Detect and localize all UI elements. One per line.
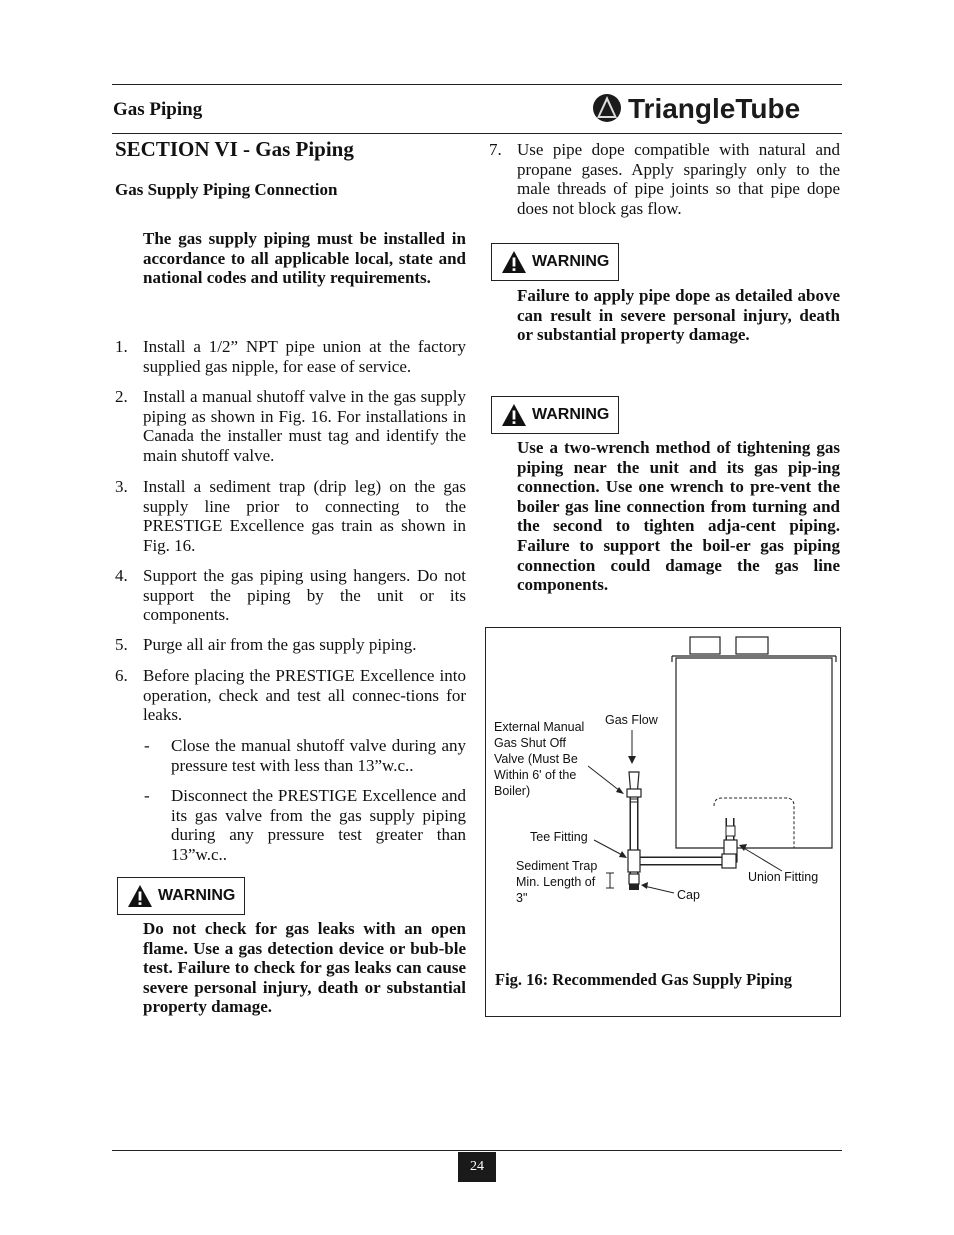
- warning-badge: [491, 396, 619, 434]
- warning-label: WARNING: [532, 406, 610, 423]
- union-pointer: [742, 847, 782, 871]
- warning-icon: [127, 884, 153, 908]
- warning-label: WARNING: [158, 887, 236, 904]
- cap-pointer: [644, 886, 674, 893]
- step-text: Purge all air from the gas supply piping.: [143, 635, 417, 654]
- warning-label: WARNING: [532, 253, 610, 270]
- label-cap: Cap: [677, 888, 700, 902]
- warning-text: Failure to apply pipe dope as detailed above can result in severe personal injury, death or substantial property damage.: [517, 286, 840, 345]
- warning-text: Do not check for gas leaks with an open flame. Use a gas detection device or bub-ble test. Failure to check for gas leaks can cause severe personal injury, death or substantial property damage.: [143, 919, 466, 1017]
- warning-icon: [501, 250, 527, 274]
- step-text: Before placing the PRESTIGE Excellence into operation, check and test all connec-tions for leaks.: [143, 666, 466, 725]
- warning-badge: [491, 243, 619, 281]
- step-text: Install a 1/2” NPT pipe union at the factory supplied gas nipple, for ease of service.: [143, 337, 466, 376]
- header-bottom-rule: [112, 133, 842, 134]
- step-text: Support the gas piping using hangers. Do not support the piping by the unit or its components.: [143, 566, 466, 625]
- triangle-tube-logo: [590, 88, 840, 128]
- subsection-title: Gas Supply Piping Connection: [115, 180, 338, 199]
- intro-notice: The gas supply piping must be installed in accordance to all applicable local, state and national codes and utility requirements.: [143, 229, 466, 288]
- header-top-rule: [112, 84, 842, 85]
- figure-caption: Fig. 16: Recommended Gas Supply Piping: [495, 970, 793, 989]
- cap-icon: [629, 884, 639, 890]
- step-text: Use pipe dope compatible with natural and propane gases. Apply sparingly only to the male threads of pipe joints so that pipe dope does not block gas flow.: [517, 140, 840, 218]
- step-number: 3.: [115, 477, 128, 496]
- figure-16: [485, 627, 841, 1017]
- label-gas-flow: Gas Flow: [605, 713, 658, 727]
- step-number: 5.: [115, 635, 128, 654]
- warning-badge: [117, 877, 245, 915]
- boiler-vent-right: [736, 637, 768, 654]
- step-number: 1.: [115, 337, 128, 356]
- header-title: Gas Piping: [113, 99, 203, 120]
- step-number: 4.: [115, 566, 128, 585]
- label-tee-fitting: Tee Fitting: [530, 830, 588, 844]
- tee-pointer: [594, 840, 624, 856]
- tee-fitting-icon: [628, 850, 640, 872]
- sub-step-text: Close the manual shutoff valve during any pressure test with less than 13”w.c..: [171, 736, 466, 775]
- sub-step-text: Disconnect the PRESTIGE Excellence and its gas valve from the gas supply piping during any pressure test greater than 13”w.c..: [171, 786, 466, 864]
- sub-step-dash: -: [144, 786, 150, 805]
- warning-icon: [501, 403, 527, 427]
- step-text: Install a manual shutoff valve in the gas supply piping as shown in Fig. 16. For installations in Canada the installer must tag and identify the main shutoff valve.: [143, 387, 466, 465]
- step-number: 7.: [489, 140, 502, 159]
- boiler-vent-left: [690, 637, 720, 654]
- warning-text: Use a two-wrench method of tightening gas piping near the unit and its gas pip-ing connection. Use one wrench to pre-vent the boiler gas line connection from turning and the second to tighten adja-cent piping. Failure to support the boil-er gas piping connection could damage the gas line components.: [517, 438, 840, 595]
- valve-pointer: [588, 766, 620, 791]
- label-shutoff-valve: External Manual Gas Shut Off Valve (Must Be Within 6' of the Boiler): [494, 720, 585, 798]
- sub-step-dash: -: [144, 736, 150, 755]
- step-number: 2.: [115, 387, 128, 406]
- page-number: 24: [458, 1152, 496, 1182]
- logo-text-triangle: TriangleTube: [628, 93, 801, 124]
- step-text: Install a sediment trap (drip leg) on the gas supply line prior to connecting to the PRESTIGE Excellence gas train as shown in Fig. 16.: [143, 477, 466, 555]
- step-number: 6.: [115, 666, 128, 685]
- footer-rule: [112, 1150, 842, 1151]
- gas-piping-diagram: [486, 628, 842, 1018]
- label-union-fitting: Union Fitting: [748, 870, 819, 884]
- label-sediment-trap: Sediment Trap Min. Length of 3": [516, 859, 598, 905]
- section-title: SECTION VI - Gas Piping: [115, 137, 354, 161]
- boiler-outline: [676, 658, 832, 848]
